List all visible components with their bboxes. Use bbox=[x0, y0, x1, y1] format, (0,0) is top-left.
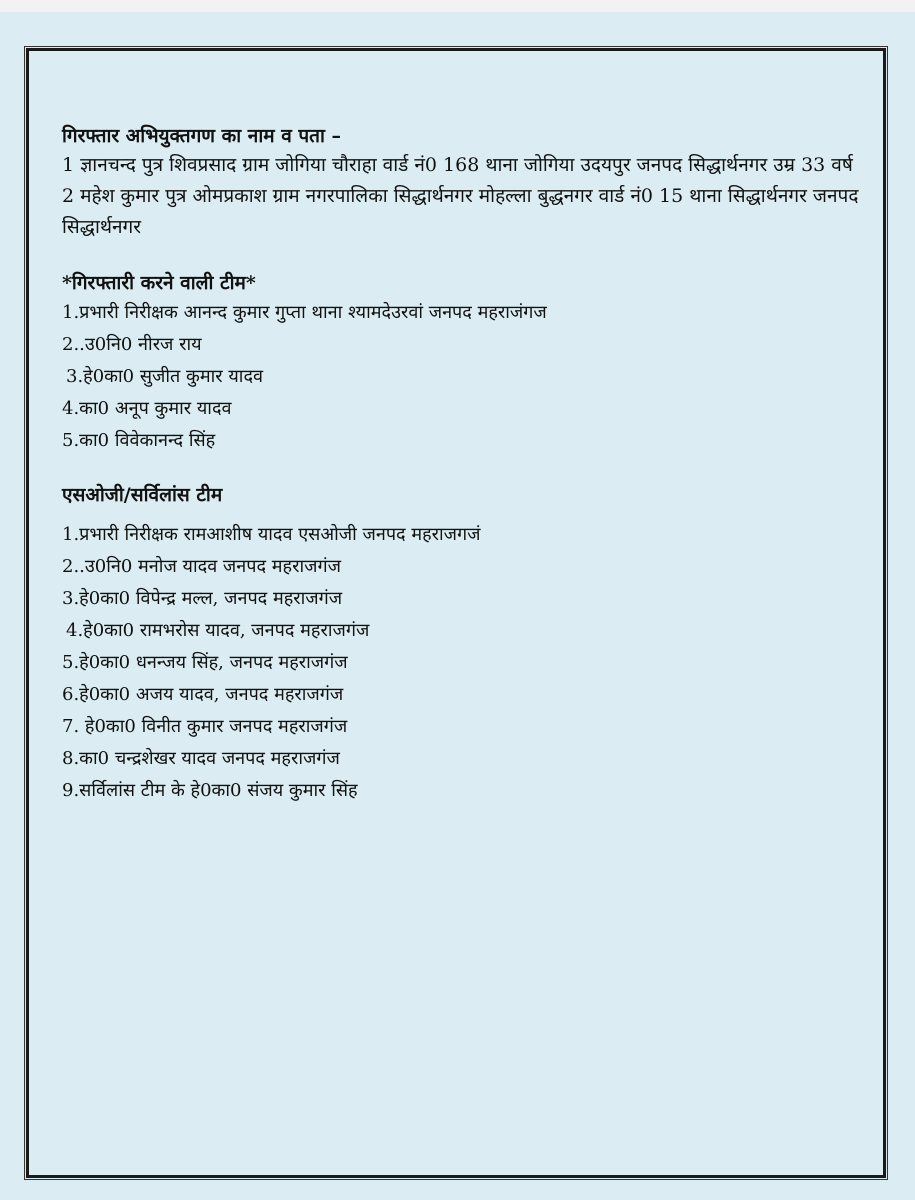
accused-item-1: 1 ज्ञानचन्द पुत्र शिवप्रसाद ग्राम जोगिया चौराहा वार्ड नं0 168 थाना जोगिया उदयपुर जनपद सिद्धार्थनगर उम्र 33 वर्ष bbox=[62, 154, 853, 176]
swat-team-title: एसओजी/सर्विलांस टीम bbox=[62, 484, 223, 506]
swat-team-member-6: 6.हे0का0 अजय यादव, जनपद महराजगंज bbox=[62, 684, 344, 705]
accused-section-title: गिरफ्तार अभियुक्तगण का नाम व पता – bbox=[62, 125, 342, 147]
swat-team-member-8: 8.का0 चन्द्रशेखर यादव जनपद महराजगंज bbox=[62, 748, 340, 769]
arrest-team-member-5: 5.का0 विवेकानन्द सिंह bbox=[62, 430, 216, 451]
swat-team-member-7: 7. हे0का0 विनीत कुमार जनपद महराजगंज bbox=[62, 716, 348, 737]
swat-team-member-1: 1.प्रभारी निरीक्षक रामआशीष यादव एसओजी जनपद महराजगजं bbox=[62, 524, 481, 545]
arrest-team-member-1: 1.प्रभारी निरीक्षक आनन्द कुमार गुप्ता थाना श्यामदेउरवां जनपद महराजंगज bbox=[62, 302, 547, 323]
document-content bbox=[62, 122, 862, 807]
top-strip bbox=[0, 0, 915, 12]
swat-team-member-2: 2..उ0नि0 मनोज यादव जनपद महराजगंज bbox=[62, 556, 341, 577]
swat-team-member-4: 4.हे0का0 रामभरोस यादव, जनपद महराजगंज bbox=[66, 620, 370, 641]
accused-item-2: 2 महेश कुमार पुत्र ओमप्रकाश ग्राम नगरपालिका सिद्धार्थनगर मोहल्ला बुद्धनगर वार्ड नं0 15 थाना सिद्धार्थनगर जनपद सिद्धार्थनगर bbox=[62, 185, 859, 238]
swat-team-member-3: 3.हे0का0 विपेन्द्र मल्ल, जनपद महराजगंज bbox=[62, 588, 343, 609]
swat-team-member-5: 5.हे0का0 धनन्जय सिंह, जनपद महराजगंज bbox=[62, 652, 348, 673]
arrest-team-member-3: 3.हे0का0 सुजीत कुमार यादव bbox=[66, 366, 264, 387]
arrest-team-member-4: 4.का0 अनूप कुमार यादव bbox=[62, 398, 232, 419]
arrest-team-member-2: 2..उ0नि0 नीरज राय bbox=[62, 334, 202, 355]
arrest-team-title: *गिरफ्तारी करने वाली टीम* bbox=[62, 272, 256, 294]
swat-team-member-9: 9.सर्विलांस टीम के हे0का0 संजय कुमार सिंह bbox=[62, 780, 358, 801]
